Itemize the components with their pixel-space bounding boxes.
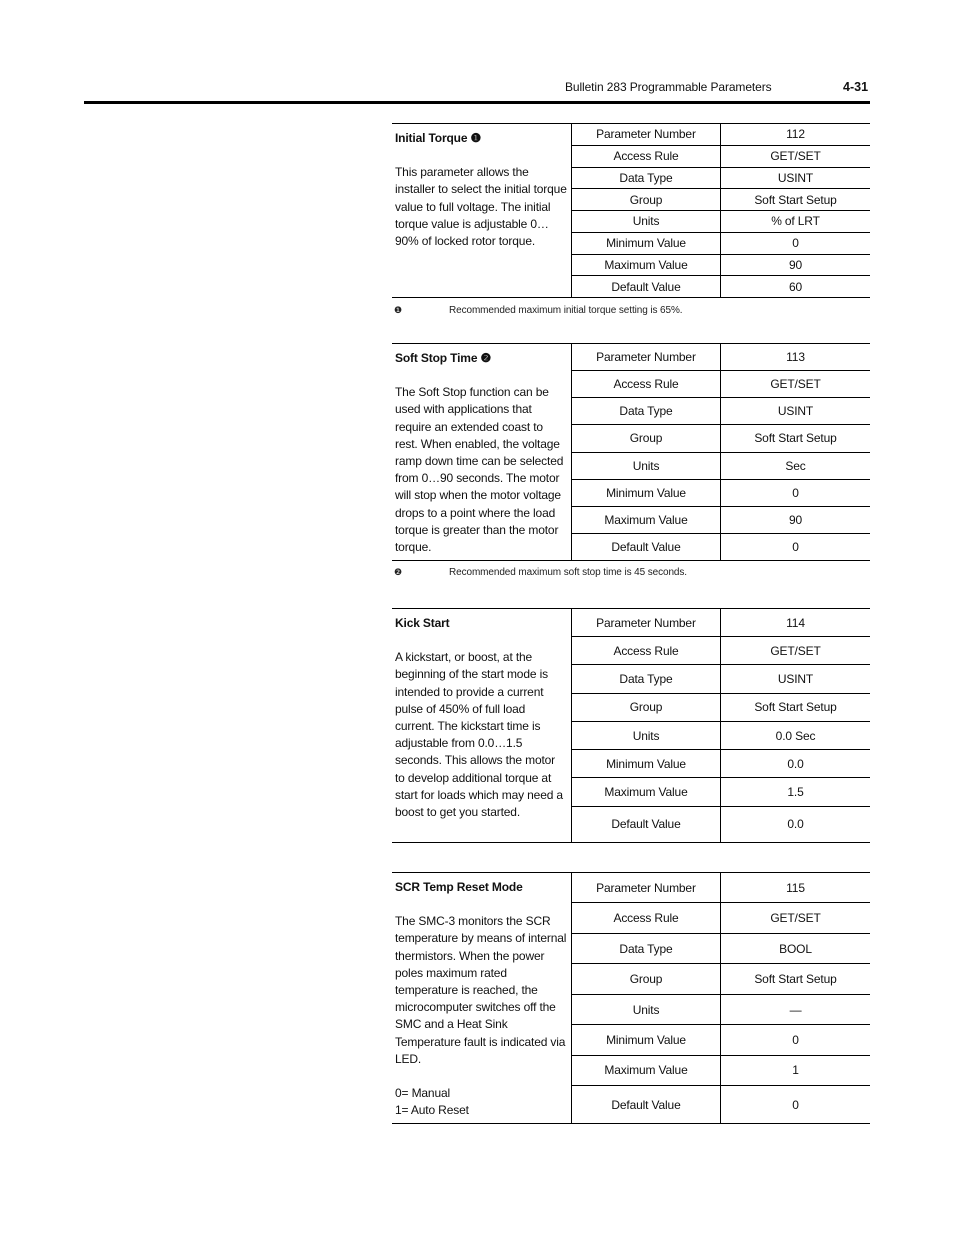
row-value: Soft Start Setup [754, 192, 837, 207]
table-row [572, 124, 870, 145]
row-label: Access Rule [572, 903, 721, 932]
table-row [572, 963, 870, 993]
parameter-title: Initial Torque ❶ [395, 131, 482, 145]
footnote-1 [394, 305, 682, 316]
table-row [572, 370, 870, 397]
row-label: Parameter Number [572, 609, 721, 636]
footnote-2 [394, 567, 687, 578]
table-row [572, 664, 870, 692]
row-label: Access Rule [572, 637, 721, 664]
running-header-title: Bulletin 283 Programmable Parameters [565, 80, 772, 94]
table-row [572, 1085, 870, 1123]
row-label: Units [572, 453, 721, 479]
parameter-table [571, 873, 870, 1123]
row-value: 0.0 [787, 756, 804, 771]
table-row [572, 167, 870, 189]
table-row [572, 188, 870, 210]
row-label: Default Value [572, 276, 721, 297]
parameter-description [392, 344, 571, 560]
row-label: Data Type [572, 398, 721, 424]
page-number: 4-31 [843, 80, 869, 94]
parameter-table [571, 344, 870, 560]
row-value: USINT [777, 672, 814, 687]
row-value: 1.5 [787, 785, 804, 800]
row-value: 60 [788, 279, 803, 294]
parameter-block-scr-temp-reset-mode [392, 872, 870, 1124]
table-row [572, 636, 870, 664]
row-label: Units [572, 722, 721, 749]
row-value: Soft Start Setup [754, 972, 837, 987]
row-label: Parameter Number [572, 124, 721, 145]
row-value: 0.0 Sec [775, 728, 816, 743]
row-label: Group [572, 189, 721, 210]
table-row [572, 902, 870, 932]
table-row [572, 693, 870, 721]
row-value: % of LRT [771, 214, 820, 229]
table-row [572, 873, 870, 902]
footnote-text: Recommended maximum initial torque setting is 65%. [449, 305, 683, 316]
row-value: Sec [785, 458, 806, 473]
row-value: GET/SET [770, 377, 821, 392]
table-row [572, 806, 870, 842]
row-label: Units [572, 211, 721, 232]
row-label: Data Type [572, 934, 721, 963]
table-row [572, 424, 870, 451]
table-row [572, 397, 870, 424]
parameter-block-initial-torque [392, 123, 870, 298]
row-value: 0 [792, 236, 799, 251]
row-label: Maximum Value [572, 778, 721, 805]
parameter-description [392, 609, 571, 842]
table-row [572, 506, 870, 533]
row-label: Units [572, 995, 721, 1024]
row-value: 0 [792, 1032, 799, 1047]
row-value: 114 [786, 615, 805, 630]
row-label: Default Value [572, 534, 721, 560]
row-value: 90 [788, 512, 803, 527]
header-rule [84, 101, 870, 104]
row-value: 0 [792, 485, 799, 500]
parameter-table [571, 124, 870, 297]
parameter-body: This parameter allows the installer to select the initial torque value to full voltage. The initial torque value is adjustable 0…90% of locked rotor torque. [395, 165, 567, 249]
table-row [572, 145, 870, 167]
parameter-title: SCR Temp Reset Mode [395, 880, 523, 894]
table-row [572, 933, 870, 963]
parameter-description [392, 124, 571, 297]
table-row [572, 609, 870, 636]
row-value: 0 [792, 1097, 799, 1112]
row-label: Group [572, 694, 721, 721]
row-value: 112 [786, 127, 805, 142]
row-value: 0.0 [787, 817, 804, 832]
table-row [572, 1055, 870, 1085]
table-row [572, 994, 870, 1024]
footnote-mark: ❷ [394, 567, 402, 577]
row-label: Minimum Value [572, 233, 721, 254]
table-row [572, 749, 870, 777]
row-label: Group [572, 425, 721, 451]
row-label: Minimum Value [572, 750, 721, 777]
table-row [572, 232, 870, 254]
row-value: 0 [792, 539, 799, 554]
parameter-body: The Soft Stop function can be used with applications that require an extended coast to rest. When enabled, the voltage ramp down time can be selected from 0…90 seconds. The motor will stop when the motor voltage drops to a point where the load torque is greater than the motor torque. [395, 385, 564, 555]
row-value: Soft Start Setup [754, 700, 837, 715]
row-value: — [789, 1002, 802, 1017]
table-row [572, 344, 870, 370]
row-value: USINT [777, 404, 814, 419]
table-row [572, 721, 870, 749]
row-label: Parameter Number [572, 873, 721, 902]
row-label: Maximum Value [572, 507, 721, 533]
parameter-body: A kickstart, or boost, at the beginning of the start mode is intended to provide a current pulse of 450% of full load current. The kickstart time is adjustable from 0.0…1.5 seconds. This allows the motor to develop additional torque at start for loads which may need a boost to get you started. [395, 650, 563, 820]
row-value: GET/SET [770, 149, 821, 164]
row-label: Data Type [572, 665, 721, 692]
row-label: Minimum Value [572, 1025, 721, 1054]
row-value: BOOL [779, 941, 812, 956]
table-row [572, 1024, 870, 1054]
parameter-title: Soft Stop Time ❷ [395, 351, 492, 365]
row-value: USINT [777, 170, 814, 185]
parameter-description [392, 873, 571, 1123]
table-row [572, 275, 870, 297]
table-row [572, 254, 870, 276]
row-value: 115 [786, 880, 805, 895]
parameter-block-soft-stop-time [392, 343, 870, 561]
row-value: Soft Start Setup [754, 431, 837, 446]
row-value: 113 [786, 350, 805, 365]
parameter-title: Kick Start [395, 616, 450, 630]
row-label: Access Rule [572, 146, 721, 167]
parameter-table [571, 609, 870, 842]
table-row [572, 452, 870, 479]
footnote-text: Recommended maximum soft stop time is 45 seconds. [449, 567, 687, 578]
row-value: 90 [788, 257, 803, 272]
row-label: Parameter Number [572, 344, 721, 370]
table-row [572, 210, 870, 232]
row-label: Default Value [572, 807, 721, 842]
footnote-mark: ❶ [394, 305, 402, 315]
row-label: Access Rule [572, 371, 721, 397]
parameter-body: The SMC-3 monitors the SCR temperature by means of internal thermistors. When the power poles maximum rated temperature is reached, the microcomputer switches off the SMC and a Heat Sink Temperature fault is indicated via LED. 0= Manual 1= Auto Reset [395, 914, 567, 1118]
row-label: Data Type [572, 168, 721, 189]
row-value: GET/SET [770, 911, 821, 926]
row-value: 1 [792, 1063, 799, 1078]
table-row [572, 479, 870, 506]
parameter-block-kick-start [392, 608, 870, 843]
table-row [572, 533, 870, 560]
row-label: Default Value [572, 1086, 721, 1123]
row-label: Maximum Value [572, 255, 721, 276]
row-value: GET/SET [770, 643, 821, 658]
row-label: Minimum Value [572, 480, 721, 506]
row-label: Maximum Value [572, 1056, 721, 1085]
row-label: Group [572, 964, 721, 993]
table-row [572, 777, 870, 805]
